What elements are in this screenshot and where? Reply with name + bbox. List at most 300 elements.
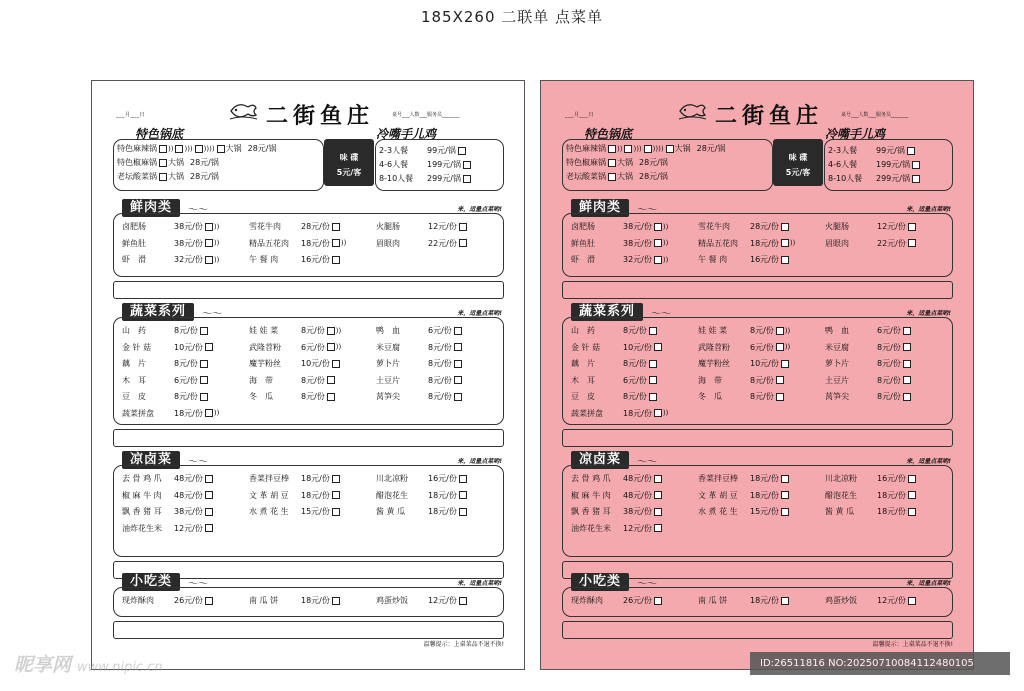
menu-item bbox=[571, 408, 668, 419]
menu-item bbox=[122, 221, 219, 232]
menu-item bbox=[122, 342, 213, 353]
checkbox[interactable] bbox=[332, 597, 340, 605]
menu-item bbox=[825, 473, 916, 484]
category-title: 鲜肉类 bbox=[571, 199, 629, 217]
hot-pot-name: 老坛酸菜锅 bbox=[566, 172, 606, 181]
item-name: 金 针 菇 bbox=[122, 342, 152, 352]
order-slogan: 来，适量点菜哟! bbox=[457, 310, 502, 317]
menu-item bbox=[249, 595, 340, 606]
tip-text: 温馨提示：上桌菜品不退不换! bbox=[423, 641, 504, 648]
menu-item bbox=[249, 391, 335, 402]
checkbox[interactable] bbox=[200, 327, 208, 335]
checkbox[interactable] bbox=[205, 597, 213, 605]
order-slogan: 来，适量点菜哟! bbox=[906, 206, 951, 213]
spice-icon: )) bbox=[789, 239, 796, 247]
checkbox[interactable] bbox=[644, 145, 652, 153]
checkbox[interactable] bbox=[781, 491, 789, 499]
checkbox[interactable] bbox=[654, 508, 662, 516]
checkbox[interactable] bbox=[776, 343, 784, 351]
menu-item bbox=[571, 473, 662, 484]
item-name: 现炸酥肉 bbox=[122, 596, 154, 605]
checkbox[interactable] bbox=[459, 491, 467, 499]
item-name: 武隆苕粉 bbox=[698, 342, 730, 352]
item-name: 火腿肠 bbox=[376, 222, 400, 231]
menu-item bbox=[376, 473, 467, 484]
checkbox[interactable] bbox=[654, 223, 662, 231]
item-price: 6元/份 bbox=[428, 326, 452, 335]
cloud-icon: ～～ bbox=[188, 579, 208, 590]
category-title: 蔬菜系列 bbox=[122, 303, 194, 321]
menu-item bbox=[698, 506, 789, 517]
item-price: 12元/份 bbox=[428, 222, 457, 231]
item-price: 8元/份 bbox=[174, 359, 198, 368]
menu-item bbox=[698, 375, 784, 386]
menu-item bbox=[825, 342, 911, 353]
checkbox[interactable] bbox=[205, 256, 213, 264]
shop-name: 二街鱼庄 bbox=[715, 103, 824, 129]
notes-field[interactable] bbox=[562, 281, 953, 299]
spice-icon: )) bbox=[662, 222, 669, 231]
hot-pot-line bbox=[117, 157, 219, 168]
item-name: 藕 片 bbox=[122, 359, 146, 368]
checkbox[interactable] bbox=[159, 159, 167, 167]
date-field: ___月___日 bbox=[116, 112, 146, 118]
item-name: 香菜拌豆棒 bbox=[249, 474, 289, 483]
checkbox[interactable] bbox=[608, 173, 616, 181]
checkbox[interactable] bbox=[649, 393, 657, 401]
checkbox[interactable] bbox=[776, 393, 784, 401]
item-name: 精品五花肉 bbox=[249, 238, 289, 248]
page-title: 185X260 二联单 点菜单 bbox=[420, 8, 604, 26]
spice-level-icon: ))) bbox=[633, 144, 642, 153]
checkbox[interactable] bbox=[463, 175, 471, 183]
checkbox[interactable] bbox=[776, 327, 784, 335]
item-price: 16元/份 bbox=[750, 255, 779, 264]
menu-item bbox=[249, 325, 341, 336]
item-name: 水 煮 花 生 bbox=[249, 507, 289, 516]
checkbox[interactable] bbox=[907, 147, 915, 155]
order-slogan: 来，适量点菜哟! bbox=[457, 580, 502, 587]
item-name: 豆 皮 bbox=[571, 392, 595, 401]
hot-pot-size: 大锅 bbox=[168, 158, 184, 167]
menu-item bbox=[376, 506, 467, 517]
checkbox[interactable] bbox=[463, 161, 471, 169]
sheet-header bbox=[541, 97, 974, 127]
menu-item bbox=[122, 254, 219, 265]
item-price: 8元/份 bbox=[750, 392, 774, 401]
dip-sauce-box bbox=[324, 139, 374, 186]
menu-item bbox=[376, 325, 462, 336]
menu-sheet-white bbox=[91, 80, 525, 670]
hot-pot-line bbox=[566, 157, 668, 168]
hot-pot-size: 大锅 bbox=[674, 144, 691, 153]
item-price: 48元/份 bbox=[174, 490, 203, 500]
menu-item bbox=[122, 391, 208, 402]
hot-pot-size: 大锅 bbox=[168, 172, 184, 181]
category-title: 蔬菜系列 bbox=[571, 303, 643, 321]
menu-item bbox=[249, 490, 340, 501]
hot-pot-line bbox=[117, 171, 219, 182]
checkbox[interactable] bbox=[776, 376, 784, 384]
checkbox[interactable] bbox=[908, 223, 916, 231]
category-title: 凉卤菜 bbox=[122, 451, 180, 469]
checkbox[interactable] bbox=[908, 597, 916, 605]
item-price: 8元/份 bbox=[428, 359, 452, 368]
hot-pot-price: 28元/锅 bbox=[247, 144, 277, 153]
item-name: 醋泡花生 bbox=[376, 490, 408, 500]
item-price: 8元/份 bbox=[750, 326, 774, 335]
checkbox[interactable] bbox=[454, 393, 462, 401]
checkbox[interactable] bbox=[654, 409, 662, 417]
spice-icon: )) bbox=[213, 239, 220, 247]
item-name: 武隆苕粉 bbox=[249, 342, 281, 352]
checkbox[interactable] bbox=[654, 343, 662, 351]
item-name: 米豆腐 bbox=[825, 342, 849, 352]
checkbox[interactable] bbox=[903, 327, 911, 335]
menu-item bbox=[122, 358, 208, 369]
menu-item bbox=[122, 375, 208, 386]
checkbox[interactable] bbox=[217, 145, 225, 153]
item-name: 川北凉粉 bbox=[376, 474, 408, 483]
item-name: 莴笋尖 bbox=[825, 392, 849, 401]
notes-field[interactable] bbox=[113, 429, 504, 447]
item-name: 醋泡花生 bbox=[825, 490, 857, 500]
item-price: 6元/份 bbox=[623, 375, 647, 385]
item-name: 火腿肠 bbox=[825, 222, 849, 231]
rabbit-chicken-line bbox=[828, 145, 915, 156]
item-price: 18元/份 bbox=[428, 490, 457, 500]
checkbox[interactable] bbox=[332, 475, 340, 483]
item-name: 鲜鱼肚 bbox=[122, 238, 146, 248]
item-name: 油炸花生米 bbox=[571, 523, 611, 533]
checkbox[interactable] bbox=[649, 327, 657, 335]
combo-name: 4-6人餐 bbox=[828, 160, 858, 169]
checkbox[interactable] bbox=[912, 175, 920, 183]
checkbox[interactable] bbox=[908, 239, 916, 247]
item-name: 去 骨 鸡 爪 bbox=[571, 474, 611, 483]
menu-item bbox=[571, 506, 662, 517]
menu-item bbox=[698, 342, 790, 353]
cloud-icon: ～～ bbox=[202, 309, 222, 320]
checkbox[interactable] bbox=[781, 475, 789, 483]
checkbox[interactable] bbox=[666, 145, 674, 153]
checkbox[interactable] bbox=[459, 223, 467, 231]
checkbox[interactable] bbox=[912, 161, 920, 169]
item-name: 莴笋尖 bbox=[376, 392, 400, 401]
hot-pot-line bbox=[566, 171, 668, 182]
combo-price: 99元/锅 bbox=[876, 146, 905, 155]
item-price: 26元/份 bbox=[623, 596, 652, 605]
menu-item bbox=[249, 342, 341, 353]
rabbit-chicken-line bbox=[379, 145, 466, 156]
menu-item bbox=[571, 595, 662, 606]
menu-item bbox=[249, 473, 340, 484]
hot-pot-price: 28元/锅 bbox=[639, 158, 668, 167]
hot-pot-name: 特色椒麻锅 bbox=[566, 158, 606, 167]
item-name: 山 药 bbox=[122, 326, 146, 335]
item-name: 卤肥肠 bbox=[571, 222, 595, 231]
checkbox[interactable] bbox=[327, 327, 335, 335]
hot-pot-name: 特色椒麻锅 bbox=[117, 158, 157, 167]
item-price: 8元/份 bbox=[174, 326, 198, 335]
table-info: 桌号___人数___服务员_______ bbox=[392, 112, 460, 118]
checkbox[interactable] bbox=[205, 524, 213, 532]
checkbox[interactable] bbox=[459, 475, 467, 483]
item-name: 娃 娃 菜 bbox=[698, 326, 728, 335]
notes-field[interactable] bbox=[562, 429, 953, 447]
spice-icon: )) bbox=[213, 222, 220, 231]
combo-name: 8-10人餐 bbox=[828, 174, 863, 183]
checkbox[interactable] bbox=[205, 239, 213, 247]
item-price: 8元/份 bbox=[428, 342, 452, 352]
spice-level-icon: ))) bbox=[184, 144, 193, 153]
item-price: 38元/份 bbox=[623, 238, 652, 248]
checkbox[interactable] bbox=[608, 159, 616, 167]
menu-item bbox=[249, 375, 335, 386]
rabbit-chicken-line bbox=[828, 159, 920, 170]
combo-price: 299元/锅 bbox=[427, 174, 461, 183]
checkbox[interactable] bbox=[205, 508, 213, 516]
item-name: 鸭 血 bbox=[825, 326, 849, 335]
checkbox[interactable] bbox=[649, 376, 657, 384]
item-name: 南 瓜 饼 bbox=[698, 596, 728, 605]
checkbox[interactable] bbox=[781, 597, 789, 605]
hot-pot-name: 特色麻辣锅 bbox=[117, 144, 157, 153]
item-price: 15元/份 bbox=[301, 507, 330, 516]
item-name: 飘 香 猪 耳 bbox=[122, 507, 162, 516]
item-name: 雪花牛肉 bbox=[249, 222, 281, 231]
item-price: 12元/份 bbox=[623, 523, 652, 533]
checkbox[interactable] bbox=[200, 376, 208, 384]
checkbox[interactable] bbox=[781, 223, 789, 231]
checkbox[interactable] bbox=[327, 376, 335, 384]
menu-item bbox=[698, 358, 789, 369]
checkbox[interactable] bbox=[654, 475, 662, 483]
item-price: 8元/份 bbox=[877, 359, 901, 368]
item-price: 10元/份 bbox=[750, 359, 779, 368]
checkbox[interactable] bbox=[454, 376, 462, 384]
item-price: 38元/份 bbox=[174, 238, 203, 248]
menu-item bbox=[571, 391, 657, 402]
checkbox[interactable] bbox=[332, 508, 340, 516]
checkbox[interactable] bbox=[205, 475, 213, 483]
rabbit-chicken-label: 冷嘴手儿鸡 bbox=[376, 127, 437, 141]
spice-icon: )) bbox=[213, 409, 220, 417]
item-price: 38元/份 bbox=[174, 507, 203, 516]
dip-sauce-label: 味 碟 bbox=[788, 153, 808, 162]
checkbox[interactable] bbox=[908, 508, 916, 516]
menu-item bbox=[698, 473, 789, 484]
item-price: 8元/份 bbox=[301, 392, 325, 401]
item-name: 眉眼肉 bbox=[825, 238, 849, 248]
cloud-icon: ～～ bbox=[651, 309, 671, 320]
checkbox[interactable] bbox=[781, 360, 789, 368]
checkbox[interactable] bbox=[903, 360, 911, 368]
spice-icon: )) bbox=[662, 255, 669, 264]
image-id-strip: ID:26511816 NO:20250710084112480105 bbox=[750, 652, 1010, 675]
item-price: 8元/份 bbox=[623, 392, 647, 401]
item-name: 鸡蛋炒饭 bbox=[376, 596, 408, 605]
hot-pot-size: 大锅 bbox=[617, 172, 633, 181]
item-price: 6元/份 bbox=[174, 375, 198, 385]
checkbox[interactable] bbox=[205, 409, 213, 417]
checkbox[interactable] bbox=[459, 239, 467, 247]
checkbox[interactable] bbox=[195, 145, 203, 153]
item-name: 飘 香 猪 耳 bbox=[571, 507, 611, 516]
item-name: 卤肥肠 bbox=[122, 222, 146, 231]
item-name: 金 针 菇 bbox=[571, 342, 601, 352]
hot-pot-name: 老坛酸菜锅 bbox=[117, 172, 157, 181]
checkbox[interactable] bbox=[608, 145, 616, 153]
item-name: 精品五花肉 bbox=[698, 238, 738, 248]
menu-item bbox=[571, 221, 668, 232]
item-price: 16元/份 bbox=[428, 474, 457, 483]
item-price: 6元/份 bbox=[750, 342, 774, 352]
category-title: 小吃类 bbox=[122, 573, 180, 591]
checkbox[interactable] bbox=[332, 360, 340, 368]
item-name: 椒 麻 牛 肉 bbox=[571, 490, 611, 500]
item-price: 8元/份 bbox=[623, 359, 647, 368]
hot-pot-price: 28元/锅 bbox=[190, 158, 219, 167]
checkbox[interactable] bbox=[649, 360, 657, 368]
checkbox[interactable] bbox=[205, 223, 213, 231]
notes-field[interactable] bbox=[113, 621, 504, 639]
spice-icon: )) bbox=[340, 239, 347, 247]
order-slogan: 来，适量点菜哟! bbox=[906, 580, 951, 587]
item-name: 鲜鱼肚 bbox=[571, 238, 595, 248]
checkbox[interactable] bbox=[332, 239, 340, 247]
item-name: 椒 麻 牛 肉 bbox=[122, 490, 162, 500]
checkbox[interactable] bbox=[327, 343, 335, 351]
menu-item bbox=[376, 375, 462, 386]
item-name: 雪花牛肉 bbox=[698, 222, 730, 231]
item-name: 木 耳 bbox=[122, 375, 146, 385]
combo-name: 8-10人餐 bbox=[379, 174, 414, 183]
menu-item bbox=[376, 391, 462, 402]
menu-item bbox=[825, 595, 916, 606]
item-price: 12元/份 bbox=[877, 596, 906, 605]
combo-name: 2-3人餐 bbox=[828, 146, 858, 155]
checkbox[interactable] bbox=[654, 239, 662, 247]
item-name: 虾 滑 bbox=[122, 255, 146, 264]
checkbox[interactable] bbox=[205, 343, 213, 351]
fish-logo-icon bbox=[228, 99, 258, 123]
checkbox[interactable] bbox=[200, 360, 208, 368]
checkbox[interactable] bbox=[459, 597, 467, 605]
item-name: 午 餐 肉 bbox=[698, 255, 728, 264]
order-slogan: 来，适量点菜哟! bbox=[906, 310, 951, 317]
item-name: 午 餐 肉 bbox=[249, 255, 279, 264]
item-price: 18元/份 bbox=[750, 490, 779, 500]
item-price: 38元/份 bbox=[623, 507, 652, 516]
date-field: ___月___日 bbox=[565, 112, 595, 118]
checkbox[interactable] bbox=[654, 524, 662, 532]
item-name: 水 煮 花 生 bbox=[698, 507, 738, 516]
menu-item bbox=[122, 506, 213, 517]
checkbox[interactable] bbox=[903, 376, 911, 384]
item-name: 豆 皮 bbox=[122, 392, 146, 401]
menu-item bbox=[571, 490, 662, 501]
notes-field[interactable] bbox=[562, 621, 953, 639]
checkbox[interactable] bbox=[781, 508, 789, 516]
checkbox[interactable] bbox=[454, 327, 462, 335]
item-price: 6元/份 bbox=[877, 326, 901, 335]
checkbox[interactable] bbox=[332, 256, 340, 264]
item-name: 现炸酥肉 bbox=[571, 596, 603, 605]
rabbit-chicken-line bbox=[379, 159, 471, 170]
checkbox[interactable] bbox=[624, 145, 632, 153]
item-price: 16元/份 bbox=[301, 255, 330, 264]
hot-pot-line bbox=[117, 143, 276, 154]
item-name: 魔芋粉丝 bbox=[698, 359, 730, 368]
checkbox[interactable] bbox=[781, 256, 789, 264]
tip-text: 温馨提示：上桌菜品不退不换! bbox=[872, 641, 953, 648]
checkbox[interactable] bbox=[908, 475, 916, 483]
checkbox[interactable] bbox=[332, 223, 340, 231]
checkbox[interactable] bbox=[200, 393, 208, 401]
item-name: 油炸花生米 bbox=[122, 523, 162, 533]
item-price: 18元/份 bbox=[301, 238, 330, 248]
item-price: 6元/份 bbox=[301, 342, 325, 352]
cloud-icon: ～～ bbox=[637, 205, 657, 216]
checkbox[interactable] bbox=[159, 173, 167, 181]
checkbox[interactable] bbox=[903, 393, 911, 401]
item-price: 10元/份 bbox=[174, 342, 203, 352]
checkbox[interactable] bbox=[781, 239, 789, 247]
category-title: 鲜肉类 bbox=[122, 199, 180, 217]
order-slogan: 来，适量点菜哟! bbox=[457, 206, 502, 213]
item-price: 48元/份 bbox=[174, 474, 203, 483]
item-price: 8元/份 bbox=[877, 392, 901, 401]
checkbox[interactable] bbox=[903, 343, 911, 351]
item-price: 32元/份 bbox=[623, 255, 652, 264]
item-price: 28元/份 bbox=[301, 222, 330, 231]
menu-item bbox=[571, 238, 668, 249]
sheet-header bbox=[92, 97, 525, 127]
spice-level-icon: )) bbox=[168, 144, 174, 153]
item-price: 8元/份 bbox=[428, 392, 452, 401]
item-name: 虾 滑 bbox=[571, 255, 595, 264]
spice-icon: )) bbox=[662, 239, 669, 247]
checkbox[interactable] bbox=[205, 491, 213, 499]
item-price: 15元/份 bbox=[750, 507, 779, 516]
checkbox[interactable] bbox=[458, 147, 466, 155]
menu-item bbox=[122, 325, 208, 336]
checkbox[interactable] bbox=[654, 491, 662, 499]
checkbox[interactable] bbox=[459, 508, 467, 516]
hot-pot-label: 特色锅底 bbox=[584, 127, 633, 141]
item-price: 8元/份 bbox=[301, 375, 325, 385]
combo-price: 99元/锅 bbox=[427, 146, 456, 155]
menu-item bbox=[698, 391, 784, 402]
checkbox[interactable] bbox=[454, 343, 462, 351]
checkbox[interactable] bbox=[159, 145, 167, 153]
checkbox[interactable] bbox=[175, 145, 183, 153]
item-price: 48元/份 bbox=[623, 474, 652, 483]
checkbox[interactable] bbox=[654, 597, 662, 605]
menu-item bbox=[249, 358, 340, 369]
spice-icon: )) bbox=[784, 326, 791, 335]
spice-level-icon: )) bbox=[617, 144, 623, 153]
notes-field[interactable] bbox=[113, 281, 504, 299]
checkbox[interactable] bbox=[908, 491, 916, 499]
checkbox[interactable] bbox=[327, 393, 335, 401]
menu-item bbox=[825, 325, 911, 336]
item-price: 18元/份 bbox=[750, 474, 779, 483]
checkbox[interactable] bbox=[332, 491, 340, 499]
checkbox[interactable] bbox=[454, 360, 462, 368]
checkbox[interactable] bbox=[654, 256, 662, 264]
